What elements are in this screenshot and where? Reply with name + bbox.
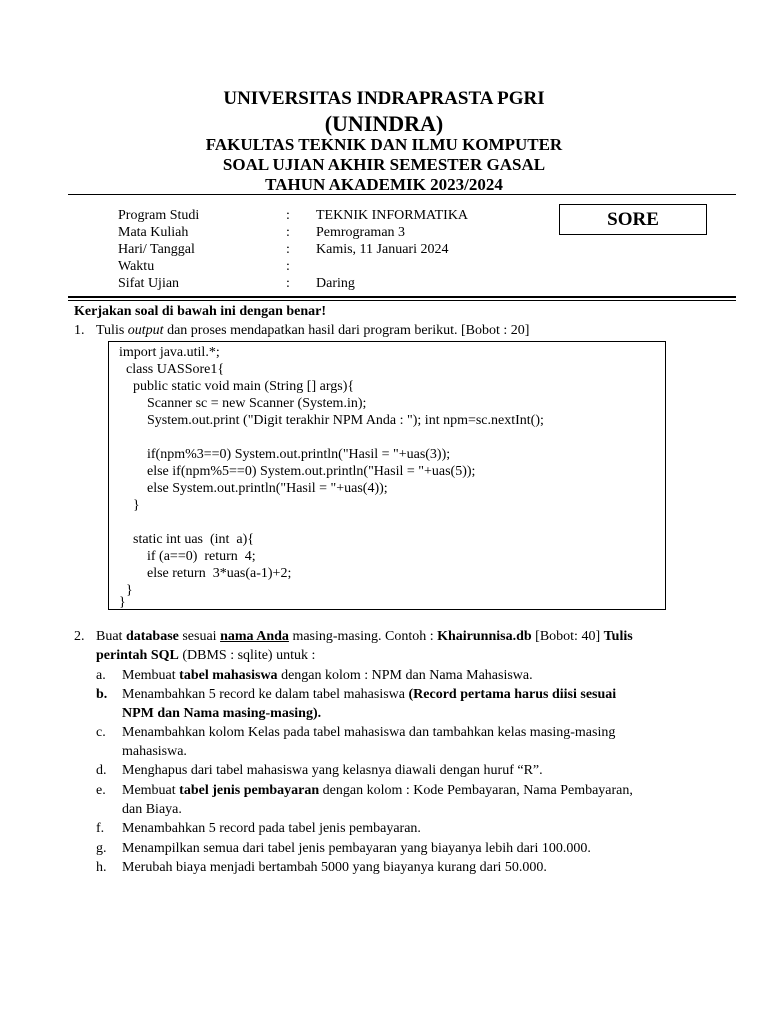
code-line: else return 3*uas(a-1)+2; [119, 566, 292, 581]
q2-example-db: Khairunnisa.db [437, 629, 532, 644]
meta-colon: : [286, 259, 290, 274]
code-line: } [119, 595, 126, 610]
q2-p1: Buat [96, 629, 126, 644]
code-line: System.out.print ("Digit terakhir NPM Anda : "); int npm=sc.nextInt(); [119, 413, 544, 428]
question-2-line-1 [96, 627, 633, 646]
sub-marker: g. [96, 841, 107, 856]
meta-value: Kamis, 11 Januari 2024 [316, 242, 449, 257]
meta-divider-thin [68, 300, 736, 301]
code-line: else if(npm%5==0) System.out.println("Hasil = "+uas(5)); [119, 464, 476, 479]
university-name: UNIVERSITAS INDRAPRASTA PGRI [223, 88, 545, 109]
sub-text: Menghapus dari tabel mahasiswa yang kelasnya diawali dengan huruf “R”. [122, 763, 543, 778]
sub-text: Menambahkan 5 record pada tabel jenis pembayaran. [122, 821, 421, 836]
sub-text: Menambahkan kolom Kelas pada tabel mahasiswa dan tambahkan kelas masing-masing [122, 725, 616, 740]
code-line: import java.util.*; [119, 345, 220, 360]
q2-nama-anda: nama Anda [220, 629, 289, 644]
sub-text: dan Biaya. [122, 802, 182, 817]
q2-p5: (DBMS : sqlite) untuk : [178, 648, 316, 663]
header-divider [68, 194, 736, 195]
sub-marker: c. [96, 725, 106, 740]
q2-p4: [Bobot: 40] [531, 629, 604, 644]
code-line: static int uas (int a){ [119, 532, 255, 547]
meta-divider-thick [68, 296, 736, 298]
sub-text: Menampilkan semua dari tabel jenis pembayaran yang biayanya lebih dari 100.000. [122, 841, 591, 856]
sub-e-b1: tabel jenis pembayaran [179, 783, 320, 798]
sub-b-p1: Menambahkan 5 record ke dalam tabel mahasiswa [122, 687, 409, 702]
q2-p2: sesuai [178, 629, 221, 644]
code-line: class UASSore1{ [119, 362, 225, 377]
sub-marker: h. [96, 860, 107, 875]
university-abbrev: (UNINDRA) [324, 111, 444, 136]
meta-colon: : [286, 276, 290, 291]
sub-e-p1: Membuat [122, 783, 180, 798]
sub-text: mahasiswa. [122, 744, 187, 759]
code-line: public static void main (String [] args){ [119, 379, 355, 394]
q1-italic: output [127, 323, 164, 338]
code-line: Scanner sc = new Scanner (System.in); [119, 396, 367, 411]
meta-colon: : [286, 225, 290, 240]
sub-marker: f. [96, 821, 105, 836]
meta-label: Mata Kuliah [118, 225, 189, 240]
meta-colon: : [286, 242, 290, 257]
session-badge: SORE [559, 204, 707, 235]
sub-text [122, 781, 702, 800]
meta-value: Daring [316, 276, 355, 291]
sub-text [122, 666, 702, 685]
sub-text [122, 685, 702, 704]
meta-value: TEKNIK INFORMATIKA [316, 208, 469, 223]
q1-pre: Tulis [96, 323, 128, 338]
code-box [108, 341, 666, 610]
meta-label: Sifat Ujian [118, 276, 180, 291]
q2-tulis: Tulis [603, 629, 633, 644]
q2-database: database [125, 629, 179, 644]
sub-marker: e. [96, 783, 106, 798]
academic-year: TAHUN AKADEMIK 2023/2024 [265, 175, 503, 194]
code-line: } [119, 583, 133, 598]
sub-marker: a. [96, 668, 106, 683]
meta-value: Pemrograman 3 [316, 225, 406, 240]
sub-e-p2: dengan kolom : Kode Pembayaran, Nama Pembayaran, [319, 783, 633, 798]
code-line: } [119, 498, 140, 513]
faculty-name: FAKULTAS TEKNIK DAN ILMU KOMPUTER [205, 135, 563, 154]
meta-label: Program Studi [118, 208, 200, 223]
q1-post: dan proses mendapatkan hasil dari program berikut. [Bobot : 20] [163, 323, 530, 338]
instruction: Kerjakan soal di bawah ini dengan benar! [74, 304, 327, 319]
q2-perintah-sql: perintah SQL [96, 648, 179, 663]
question-2-line-2 [96, 646, 315, 665]
sub-b-b1: (Record pertama harus diisi sesuai [408, 687, 617, 702]
sub-marker: b. [96, 687, 108, 702]
sub-a-b1: tabel mahasiswa [179, 668, 278, 683]
meta-label: Waktu [118, 259, 155, 274]
meta-colon: : [286, 208, 290, 223]
question-2-number: 2. [74, 629, 85, 644]
exam-title: SOAL UJIAN AKHIR SEMESTER GASAL [222, 155, 546, 174]
meta-label: Hari/ Tanggal [118, 242, 195, 257]
question-1-number: 1. [74, 323, 85, 338]
sub-a-p1: Membuat [122, 668, 180, 683]
sub-text: NPM dan Nama masing-masing). [122, 706, 322, 721]
question-1-text [96, 321, 529, 340]
code-line: if(npm%3==0) System.out.println("Hasil = "+uas(3)); [119, 447, 451, 462]
q2-p3: masing-masing. Contoh : [288, 629, 438, 644]
code-line: if (a==0) return 4; [119, 549, 256, 564]
sub-marker: d. [96, 763, 107, 778]
sub-a-p2: dengan kolom : NPM dan Nama Mahasiswa. [277, 668, 533, 683]
sub-text: Merubah biaya menjadi bertambah 5000 yang biayanya kurang dari 50.000. [122, 860, 547, 875]
code-line: else System.out.println("Hasil = "+uas(4)); [119, 481, 388, 496]
